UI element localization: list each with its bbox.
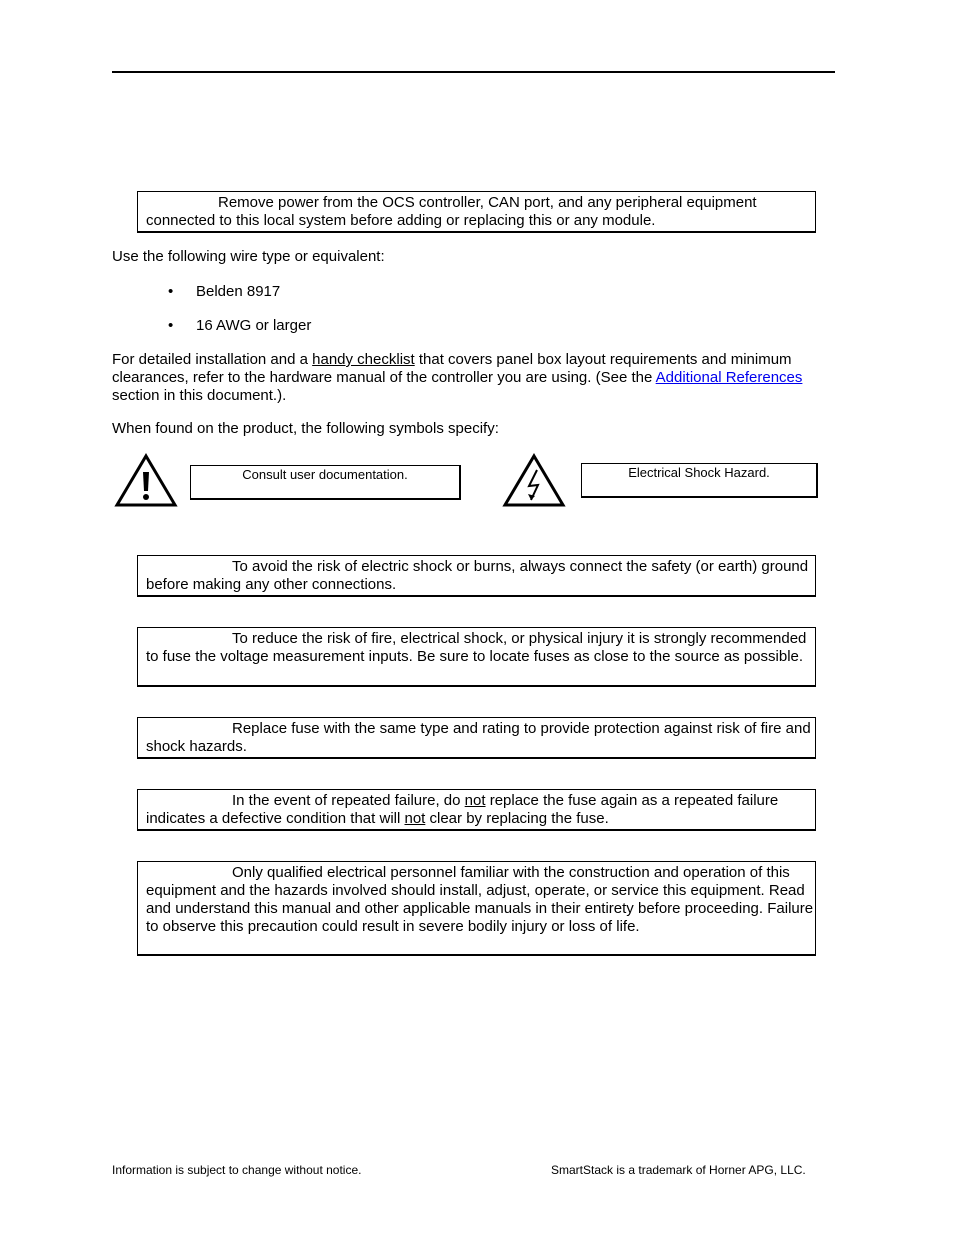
install-text-3: section in this document.). [112,387,287,404]
exclamation-warning-icon [114,453,178,508]
wire-intro: Use the following wire type or equivalent: [112,248,385,265]
qualified-personnel-note-text: Only qualified electrical personnel familiar with the construction and operation of this equipment and the hazards involved should install, adjust, operate, or service this equipment. Read and understand this manual and other applicable manuals in their entirety before proceeding. Failure to observe this precaution could result in severe bodily injury or loss of life. [146,864,814,935]
symbol-label: Electrical Shock Hazard. [628,465,770,480]
repeated-failure-text-3: clear by replacing the fuse. [425,810,609,827]
fuse-inputs-note-box [137,627,816,687]
fuse-replace-note-text: Replace fuse with the same type and rating to provide protection against risk of fire and shock hazards. [146,720,811,755]
emphasis-not: not [464,792,486,809]
handy-checklist-text: handy checklist [312,351,415,368]
install-paragraph [112,351,834,405]
bullet-dot: • [168,317,174,334]
symbol-label: Consult user documentation. [242,467,408,482]
emphasis-not: not [404,810,426,827]
install-text-2: that covers panel box layout requirements and minimum clearances, refer to the hardware manual of the controller you are using. (See the [112,351,792,386]
fuse-inputs-note-text: To reduce the risk of fire, electrical shock, or physical injury it is strongly recommended to fuse the voltage measurement inputs. Be sure to locate fuses as close to the source as possible. [146,630,807,665]
additional-references-link[interactable]: Additional References [655,369,803,386]
symbol-label-box [190,465,461,500]
repeated-failure-text-1: In the event of repeated failure, do [232,792,465,809]
repeated-failure-text-2: replace the fuse again as a repeated failure indicates a defective condition that will [146,792,779,827]
wire-item-label: Belden 8917 [196,283,281,300]
fuse-replace-note-box [137,717,816,759]
footer-right: SmartStack is a trademark of Horner APG, LLC. [551,1163,806,1177]
power-note-box [137,191,816,233]
header-rule [112,71,835,73]
symbols-intro: When found on the product, the following symbols specify: [112,420,499,437]
lightning-warning-icon [502,453,566,508]
wire-item-1 [168,283,280,301]
wire-item-2 [168,317,311,335]
symbol-label-box [581,463,818,498]
qualified-personnel-note-box [137,861,816,956]
power-note-text: Remove power from the OCS controller, CAN port, and any peripheral equipment connected to this local system before adding or replacing this or any module. [146,194,757,229]
repeated-failure-note-box [137,789,816,831]
earth-ground-note-text: To avoid the risk of electric shock or burns, always connect the safety (or earth) ground before making any other connections. [146,558,809,593]
footer-left: Information is subject to change without notice. [112,1163,362,1177]
earth-ground-note-box [137,555,816,597]
install-text-1: For detailed installation and a [112,351,313,368]
bullet-dot: • [168,283,174,300]
wire-item-label: 16 AWG or larger [196,317,312,334]
